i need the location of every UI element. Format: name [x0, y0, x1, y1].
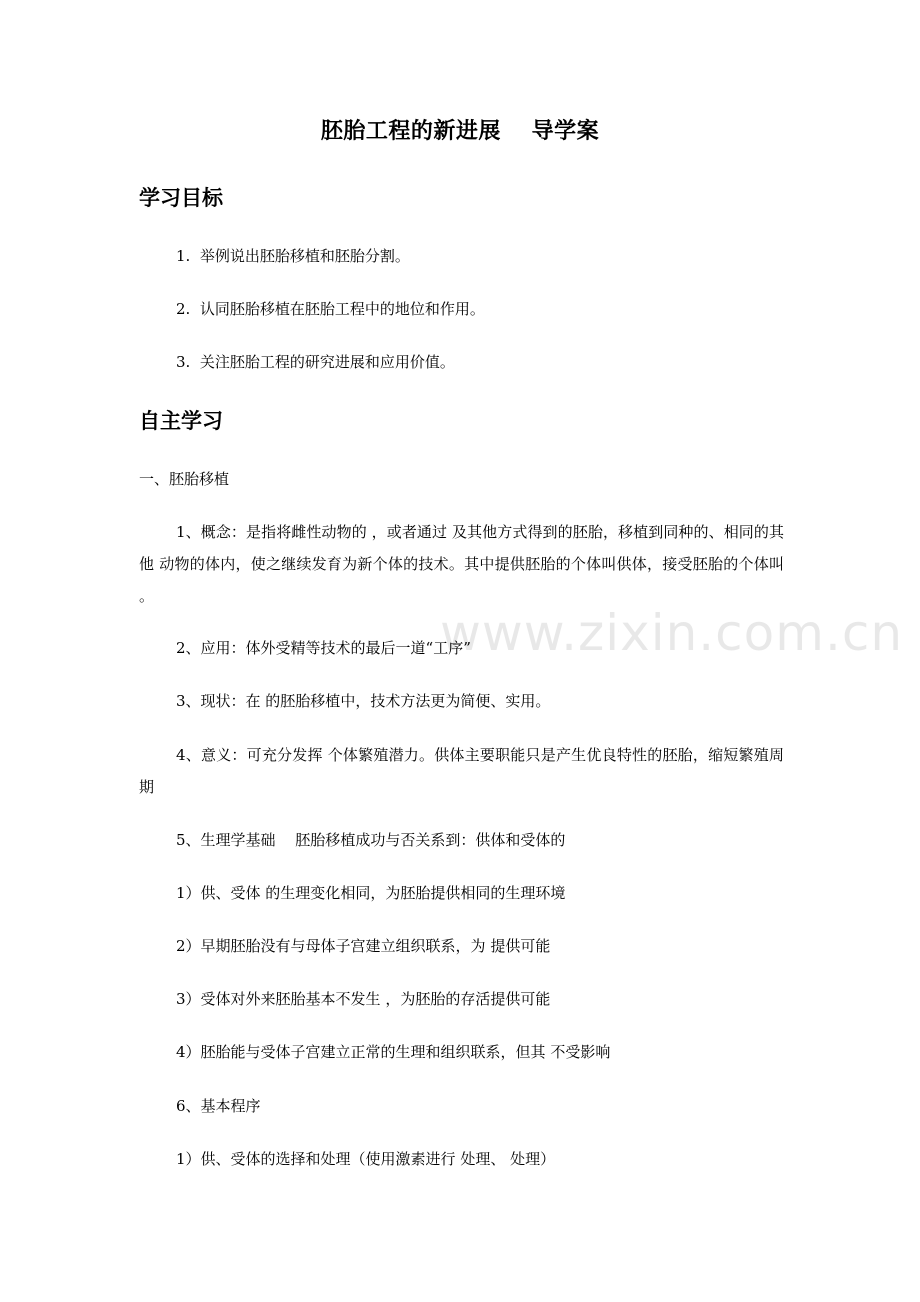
paragraph-physiology: 5、生理学基础 胚胎移植成功与否关系到：供体和受体的	[176, 831, 566, 849]
physiology-item-1: 1）供、受体 的生理变化相同，为胚胎提供相同的生理环境	[176, 884, 566, 902]
goal-item-1: 1. 举例说出胚胎移植和胚胎分割。	[176, 247, 410, 265]
document-title: 胚胎工程的新进展 导学案	[320, 119, 600, 144]
goal-item-3: 3. 关注胚胎工程的研究进展和应用价值。	[176, 353, 455, 371]
section-heading-study: 自主学习	[139, 409, 223, 433]
physiology-item-2: 2）早期胚胎没有与母体子宫建立组织联系，为 提供可能	[176, 937, 551, 955]
paragraph-status: 3、现状：在 的胚胎移植中，技术方法更为简便、实用。	[176, 692, 551, 710]
paragraph-application: 2、应用：体外受精等技术的最后一道“工序”	[176, 639, 471, 657]
paragraph-concept: 1、概念：是指将雌性动物的 ，或者通过 及其他方式得到的胚胎，移植到同种的、相同的其他 动物的体内，使之继续发育为新个体的技术。其中提供胚胎的个体叫供体，接受胚胎的个体叫 。	[139, 523, 784, 605]
section-heading-goals: 学习目标	[139, 186, 223, 210]
paragraph-significance: 4、意义：可充分发挥 个体繁殖潜力。供体主要职能只是产生优良特性的胚胎，缩短繁殖周期	[139, 746, 784, 796]
subheading-embryo-transfer: 一、胚胎移植	[139, 470, 230, 488]
physiology-item-3: 3）受体对外来胚胎基本不发生 ，为胚胎的存活提供可能	[176, 990, 551, 1008]
physiology-item-4: 4）胚胎能与受体子宫建立正常的生理和组织联系，但其 不受影响	[176, 1043, 611, 1061]
paragraph-procedure: 6、基本程序	[176, 1097, 261, 1115]
watermark: www.zixin.com.cn	[440, 604, 904, 662]
procedure-item-1: 1）供、受体的选择和处理（使用激素进行 处理、 处理）	[176, 1150, 556, 1168]
goal-item-2: 2. 认同胚胎移植在胚胎工程中的地位和作用。	[176, 300, 485, 318]
